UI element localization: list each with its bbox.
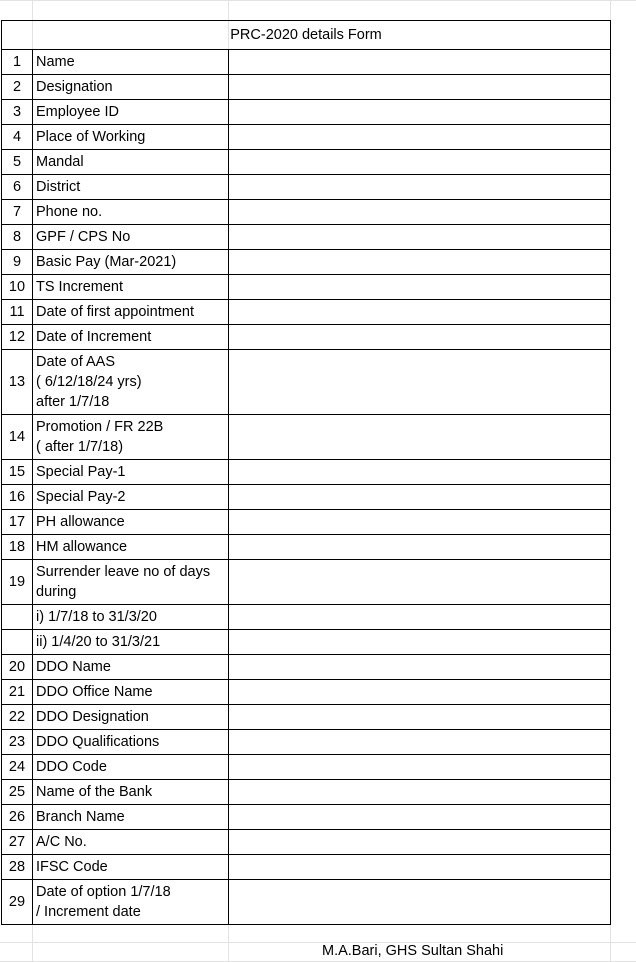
form-row	[2, 75, 611, 100]
row-value-cell[interactable]	[229, 150, 611, 175]
row-value-cell[interactable]	[229, 250, 611, 275]
row-number: 24	[2, 755, 33, 780]
row-label: TS Increment	[33, 275, 229, 300]
row-value-cell[interactable]	[229, 300, 611, 325]
row-label: Date of option 1/7/18 / Increment date	[33, 880, 229, 925]
form-row	[2, 630, 611, 655]
row-label: Name of the Bank	[33, 780, 229, 805]
row-value-cell[interactable]	[229, 730, 611, 755]
row-number: 18	[2, 535, 33, 560]
form-row	[2, 510, 611, 535]
row-label: Date of first appointment	[33, 300, 229, 325]
form-row	[2, 855, 611, 880]
row-value-cell[interactable]	[229, 175, 611, 200]
row-value-cell[interactable]	[229, 125, 611, 150]
row-number: 10	[2, 275, 33, 300]
row-label: Mandal	[33, 150, 229, 175]
form-row	[2, 560, 611, 605]
prc-form-table	[1, 20, 611, 925]
row-number: 6	[2, 175, 33, 200]
row-value-cell[interactable]	[229, 655, 611, 680]
row-number: 26	[2, 805, 33, 830]
row-value-cell[interactable]	[229, 200, 611, 225]
form-row	[2, 680, 611, 705]
form-row	[2, 100, 611, 125]
form-row	[2, 655, 611, 680]
row-value-cell[interactable]	[229, 100, 611, 125]
row-label: IFSC Code	[33, 855, 229, 880]
row-number: 5	[2, 150, 33, 175]
row-value-cell[interactable]	[229, 485, 611, 510]
row-label: Basic Pay (Mar-2021)	[33, 250, 229, 275]
row-label: DDO Name	[33, 655, 229, 680]
row-number: 22	[2, 705, 33, 730]
row-value-cell[interactable]	[229, 830, 611, 855]
row-value-cell[interactable]	[229, 880, 611, 925]
row-number	[2, 630, 33, 655]
form-row	[2, 150, 611, 175]
row-value-cell[interactable]	[229, 535, 611, 560]
row-label: DDO Qualifications	[33, 730, 229, 755]
row-number: 12	[2, 325, 33, 350]
row-label: HM allowance	[33, 535, 229, 560]
row-number: 19	[2, 560, 33, 605]
row-label: Designation	[33, 75, 229, 100]
form-row	[2, 460, 611, 485]
form-row	[2, 880, 611, 925]
row-value-cell[interactable]	[229, 680, 611, 705]
row-value-cell[interactable]	[229, 75, 611, 100]
row-value-cell[interactable]	[229, 510, 611, 535]
row-number: 28	[2, 855, 33, 880]
form-title: PRC-2020 details Form	[2, 21, 611, 50]
row-number: 13	[2, 350, 33, 415]
form-row	[2, 830, 611, 855]
form-row	[2, 705, 611, 730]
form-row	[2, 780, 611, 805]
row-number: 11	[2, 300, 33, 325]
row-label: Phone no.	[33, 200, 229, 225]
row-label: DDO Code	[33, 755, 229, 780]
row-label: i) 1/7/18 to 31/3/20	[33, 605, 229, 630]
form-row	[2, 50, 611, 75]
row-value-cell[interactable]	[229, 780, 611, 805]
row-label: Date of AAS ( 6/12/18/24 yrs) after 1/7/18	[33, 350, 229, 415]
row-value-cell[interactable]	[229, 605, 611, 630]
row-number: 16	[2, 485, 33, 510]
row-value-cell[interactable]	[229, 415, 611, 460]
row-label: Date of Increment	[33, 325, 229, 350]
row-value-cell[interactable]	[229, 560, 611, 605]
form-row	[2, 415, 611, 460]
row-label: A/C No.	[33, 830, 229, 855]
row-number: 29	[2, 880, 33, 925]
form-row	[2, 605, 611, 630]
row-label: GPF / CPS No	[33, 225, 229, 250]
row-number: 4	[2, 125, 33, 150]
form-row	[2, 730, 611, 755]
row-label: Employee ID	[33, 100, 229, 125]
row-label: PH allowance	[33, 510, 229, 535]
row-value-cell[interactable]	[229, 755, 611, 780]
row-number: 1	[2, 50, 33, 75]
row-value-cell[interactable]	[229, 630, 611, 655]
row-number: 23	[2, 730, 33, 755]
row-number: 20	[2, 655, 33, 680]
form-row	[2, 535, 611, 560]
form-row	[2, 325, 611, 350]
row-number: 21	[2, 680, 33, 705]
form-row	[2, 350, 611, 415]
row-label: Name	[33, 50, 229, 75]
gridline	[0, 0, 636, 1]
row-number: 14	[2, 415, 33, 460]
row-value-cell[interactable]	[229, 805, 611, 830]
row-number: 3	[2, 100, 33, 125]
row-label: Special Pay-2	[33, 485, 229, 510]
row-number: 27	[2, 830, 33, 855]
row-label: Promotion / FR 22B ( after 1/7/18)	[33, 415, 229, 460]
form-row	[2, 485, 611, 510]
row-value-cell[interactable]	[229, 50, 611, 75]
form-row	[2, 225, 611, 250]
signature-text: M.A.Bari, GHS Sultan Shahi	[322, 943, 504, 959]
form-title-row	[2, 21, 611, 50]
row-number: 2	[2, 75, 33, 100]
row-number: 7	[2, 200, 33, 225]
form-row	[2, 300, 611, 325]
form-row	[2, 250, 611, 275]
row-value-cell[interactable]	[229, 855, 611, 880]
row-value-cell[interactable]	[229, 705, 611, 730]
row-number: 15	[2, 460, 33, 485]
form-row	[2, 200, 611, 225]
form-row	[2, 755, 611, 780]
row-label: Surrender leave no of days during	[33, 560, 229, 605]
row-number	[2, 605, 33, 630]
form-row	[2, 805, 611, 830]
row-value-cell[interactable]	[229, 225, 611, 250]
row-label: DDO Designation	[33, 705, 229, 730]
row-number: 25	[2, 780, 33, 805]
row-label: District	[33, 175, 229, 200]
row-label: Place of Working	[33, 125, 229, 150]
row-value-cell[interactable]	[229, 350, 611, 415]
row-number: 8	[2, 225, 33, 250]
row-label: DDO Office Name	[33, 680, 229, 705]
form-row	[2, 125, 611, 150]
form-row	[2, 175, 611, 200]
row-label: Special Pay-1	[33, 460, 229, 485]
row-value-cell[interactable]	[229, 460, 611, 485]
form-row	[2, 275, 611, 300]
gridline	[0, 942, 636, 943]
row-value-cell[interactable]	[229, 325, 611, 350]
row-number: 17	[2, 510, 33, 535]
row-label: ii) 1/4/20 to 31/3/21	[33, 630, 229, 655]
row-number: 9	[2, 250, 33, 275]
row-value-cell[interactable]	[229, 275, 611, 300]
row-label: Branch Name	[33, 805, 229, 830]
